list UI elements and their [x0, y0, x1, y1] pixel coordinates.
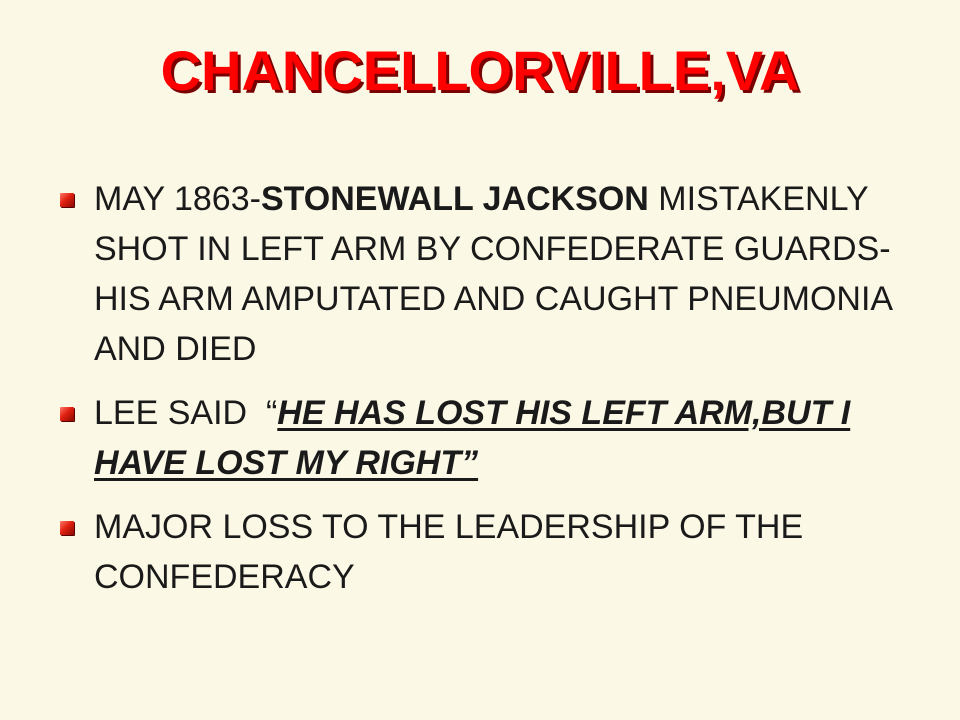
red-square-bullet-icon — [60, 407, 74, 421]
bullet-1-prefix: MAY 1863- — [94, 180, 261, 218]
red-square-bullet-icon — [60, 521, 74, 535]
slide-title: CHANCELLORVILLE,VA — [160, 39, 800, 102]
bullet-2-prefix: LEE SAID “ — [94, 394, 278, 432]
bullet-1-text: MISTAKENLY SHOT IN LEFT ARM BY CONFEDERATE GUARDS-HIS ARM AMPUTATED AND CAUGHT PNEUMONIA AND DIED — [94, 180, 892, 368]
red-square-bullet-icon — [60, 193, 74, 207]
bullet-item-lee-quote — [60, 388, 920, 488]
bullet-list — [60, 174, 920, 616]
bullet-2-quote: HE HAS LOST HIS LEFT ARM,BUT I HAVE LOST MY RIGHT” — [94, 394, 851, 482]
bullet-item-jackson — [60, 174, 920, 374]
bullet-1-name: STONEWALL JACKSON — [260, 180, 649, 218]
bullet-item-major-loss — [60, 502, 920, 602]
bullet-3-text: MAJOR LOSS TO THE LEADERSHIP OF THE CONFEDERACY — [94, 508, 804, 596]
